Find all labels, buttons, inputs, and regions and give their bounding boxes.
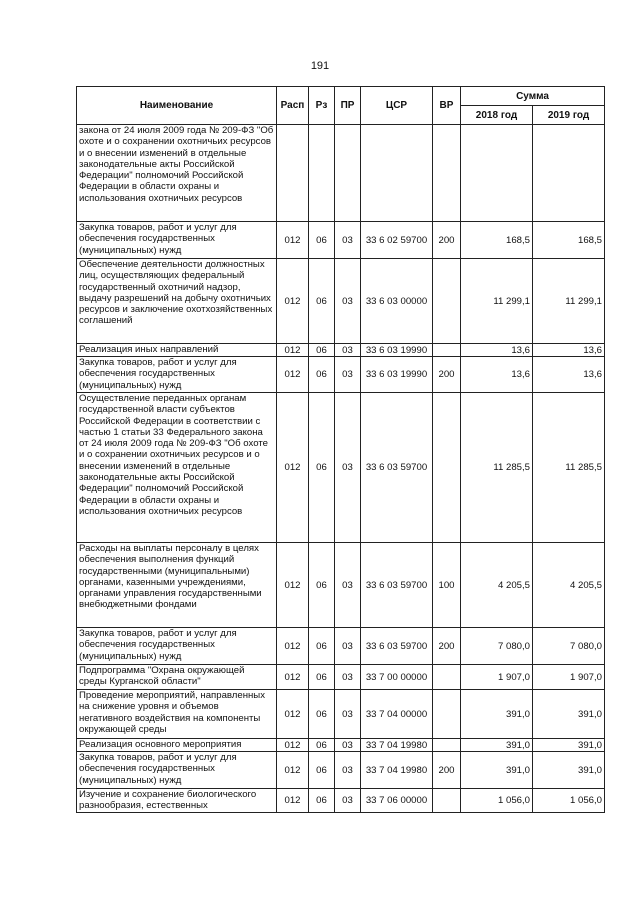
cell-rz: 06 — [309, 665, 335, 690]
cell-pr — [335, 125, 361, 222]
cell-y2018: 1 907,0 — [461, 665, 533, 690]
cell-vr — [433, 739, 461, 752]
cell-vr — [433, 665, 461, 690]
page-number: 191 — [310, 60, 330, 72]
header-name: Наименование — [77, 87, 277, 125]
cell-y2019: 1 907,0 — [533, 665, 605, 690]
cell-csr: 33 7 00 00000 — [361, 665, 433, 690]
cell-y2019: 11 299,1 — [533, 259, 605, 344]
cell-csr: 33 7 06 00000 — [361, 789, 433, 813]
cell-pr: 03 — [335, 690, 361, 739]
cell-name: Закупка товаров, работ и услуг для обеспечения государственных (муниципальных) нужд — [77, 628, 277, 665]
cell-csr: 33 6 03 19990 — [361, 357, 433, 393]
cell-pr: 03 — [335, 344, 361, 357]
cell-csr — [361, 125, 433, 222]
cell-rasp: 012 — [277, 393, 309, 543]
cell-pr: 03 — [335, 628, 361, 665]
header-rasp: Расп — [277, 87, 309, 125]
header-pr: ПР — [335, 87, 361, 125]
table-row — [77, 789, 605, 813]
cell-csr: 33 6 03 59700 — [361, 543, 433, 628]
cell-y2019: 4 205,5 — [533, 543, 605, 628]
table-header — [77, 87, 605, 125]
cell-y2019: 7 080,0 — [533, 628, 605, 665]
cell-name: Осуществление переданных органам государственной власти субъектов Российской Федерации в соответствии с частью 1 статьи 33 Федерального закона от 24 июля 2009 года № 209-ФЗ "Об охоте и о сохранении охотничьих ресурсов и о внесении изменений в отдельные законодательные акты Российской Федерации" полномочий Российской Федерации в области охраны и использования охотничьих ресурсов — [77, 393, 277, 543]
cell-rasp: 012 — [277, 739, 309, 752]
header-sum: Сумма — [461, 87, 605, 106]
cell-pr: 03 — [335, 543, 361, 628]
cell-y2018: 7 080,0 — [461, 628, 533, 665]
cell-rasp: 012 — [277, 789, 309, 813]
cell-vr — [433, 393, 461, 543]
cell-csr: 33 6 03 59700 — [361, 628, 433, 665]
cell-pr: 03 — [335, 393, 361, 543]
cell-name: Реализация иных направлений — [77, 344, 277, 357]
cell-rasp: 012 — [277, 222, 309, 259]
cell-name: Расходы на выплаты персоналу в целях обеспечения выполнения функций государственными (муниципальными) органами, казенными учреждениями, органами управления государственными внебюджетными фондами — [77, 543, 277, 628]
cell-y2018: 391,0 — [461, 739, 533, 752]
table-row — [77, 357, 605, 393]
cell-pr: 03 — [335, 739, 361, 752]
cell-name: Проведение мероприятий, направленных на снижение уровня и объемов негативного воздействия на компоненты окружающей среды — [77, 690, 277, 739]
cell-pr: 03 — [335, 752, 361, 789]
table-row — [77, 222, 605, 259]
cell-y2018: 1 056,0 — [461, 789, 533, 813]
cell-rz: 06 — [309, 259, 335, 344]
cell-rasp — [277, 125, 309, 222]
cell-vr — [433, 789, 461, 813]
cell-y2019: 168,5 — [533, 222, 605, 259]
cell-vr — [433, 690, 461, 739]
cell-csr: 33 7 04 19980 — [361, 739, 433, 752]
cell-vr — [433, 344, 461, 357]
cell-vr: 100 — [433, 543, 461, 628]
cell-y2018: 391,0 — [461, 752, 533, 789]
cell-rasp: 012 — [277, 752, 309, 789]
table-row — [77, 259, 605, 344]
cell-name: Изучение и сохранение биологического разнообразия, естественных — [77, 789, 277, 813]
cell-rasp: 012 — [277, 357, 309, 393]
cell-rz: 06 — [309, 357, 335, 393]
cell-vr: 200 — [433, 222, 461, 259]
cell-y2018: 13,6 — [461, 357, 533, 393]
cell-y2019 — [533, 125, 605, 222]
cell-vr: 200 — [433, 752, 461, 789]
cell-y2019: 13,6 — [533, 344, 605, 357]
header-rz: Рз — [309, 87, 335, 125]
cell-y2018: 168,5 — [461, 222, 533, 259]
table-row — [77, 628, 605, 665]
cell-y2018: 391,0 — [461, 690, 533, 739]
cell-pr: 03 — [335, 259, 361, 344]
cell-csr: 33 6 03 59700 — [361, 393, 433, 543]
cell-name: Обеспечение деятельности должностных лиц, осуществляющих федеральный государственный охотничий надзор, выдачу разрешений на добычу охотничьих ресурсов и заключение охотхозяйственных соглашений — [77, 259, 277, 344]
cell-vr — [433, 125, 461, 222]
cell-y2018: 4 205,5 — [461, 543, 533, 628]
cell-rz: 06 — [309, 690, 335, 739]
header-2019: 2019 год — [533, 106, 605, 125]
cell-rz: 06 — [309, 344, 335, 357]
cell-y2018 — [461, 125, 533, 222]
cell-name: Закупка товаров, работ и услуг для обеспечения государственных (муниципальных) нужд — [77, 222, 277, 259]
table-row — [77, 752, 605, 789]
cell-vr: 200 — [433, 628, 461, 665]
cell-rz — [309, 125, 335, 222]
cell-pr: 03 — [335, 222, 361, 259]
cell-pr: 03 — [335, 357, 361, 393]
cell-rasp: 012 — [277, 344, 309, 357]
cell-rz: 06 — [309, 393, 335, 543]
cell-csr: 33 6 03 00000 — [361, 259, 433, 344]
cell-rz: 06 — [309, 789, 335, 813]
cell-pr: 03 — [335, 665, 361, 690]
table-row — [77, 344, 605, 357]
cell-rz: 06 — [309, 543, 335, 628]
cell-y2018: 13,6 — [461, 344, 533, 357]
cell-pr: 03 — [335, 789, 361, 813]
cell-name: Закупка товаров, работ и услуг для обеспечения государственных (муниципальных) нужд — [77, 752, 277, 789]
table-body — [77, 125, 605, 813]
cell-vr: 200 — [433, 357, 461, 393]
table-row — [77, 393, 605, 543]
table-row — [77, 690, 605, 739]
cell-csr: 33 6 02 59700 — [361, 222, 433, 259]
cell-y2019: 391,0 — [533, 752, 605, 789]
cell-y2018: 11 285,5 — [461, 393, 533, 543]
cell-y2019: 391,0 — [533, 690, 605, 739]
budget-table — [76, 86, 605, 813]
cell-rasp: 012 — [277, 690, 309, 739]
table-row — [77, 739, 605, 752]
cell-rasp: 012 — [277, 543, 309, 628]
cell-vr — [433, 259, 461, 344]
cell-rz: 06 — [309, 222, 335, 259]
cell-csr: 33 7 04 00000 — [361, 690, 433, 739]
cell-name: Реализация основного мероприятия — [77, 739, 277, 752]
cell-rasp: 012 — [277, 259, 309, 344]
cell-y2019: 11 285,5 — [533, 393, 605, 543]
cell-rz: 06 — [309, 628, 335, 665]
cell-y2018: 11 299,1 — [461, 259, 533, 344]
header-csr: ЦСР — [361, 87, 433, 125]
cell-name: закона от 24 июля 2009 года № 209-ФЗ "Об охоте и о сохранении охотничьих ресурсов и о внесении изменений в отдельные законодательные акты Российской Федерации" полномочий Российской Федерации в области охраны и использования охотничьих ресурсов — [77, 125, 277, 222]
cell-rasp: 012 — [277, 628, 309, 665]
cell-rasp: 012 — [277, 665, 309, 690]
header-2018: 2018 год — [461, 106, 533, 125]
cell-name: Закупка товаров, работ и услуг для обеспечения государственных (муниципальных) нужд — [77, 357, 277, 393]
cell-y2019: 1 056,0 — [533, 789, 605, 813]
cell-csr: 33 6 03 19990 — [361, 344, 433, 357]
header-vr: ВР — [433, 87, 461, 125]
cell-y2019: 13,6 — [533, 357, 605, 393]
cell-csr: 33 7 04 19980 — [361, 752, 433, 789]
cell-name: Подпрограмма "Охрана окружающей среды Курганской области" — [77, 665, 277, 690]
table-row — [77, 543, 605, 628]
cell-rz: 06 — [309, 739, 335, 752]
cell-y2019: 391,0 — [533, 739, 605, 752]
table-row — [77, 665, 605, 690]
cell-rz: 06 — [309, 752, 335, 789]
table-row — [77, 125, 605, 222]
